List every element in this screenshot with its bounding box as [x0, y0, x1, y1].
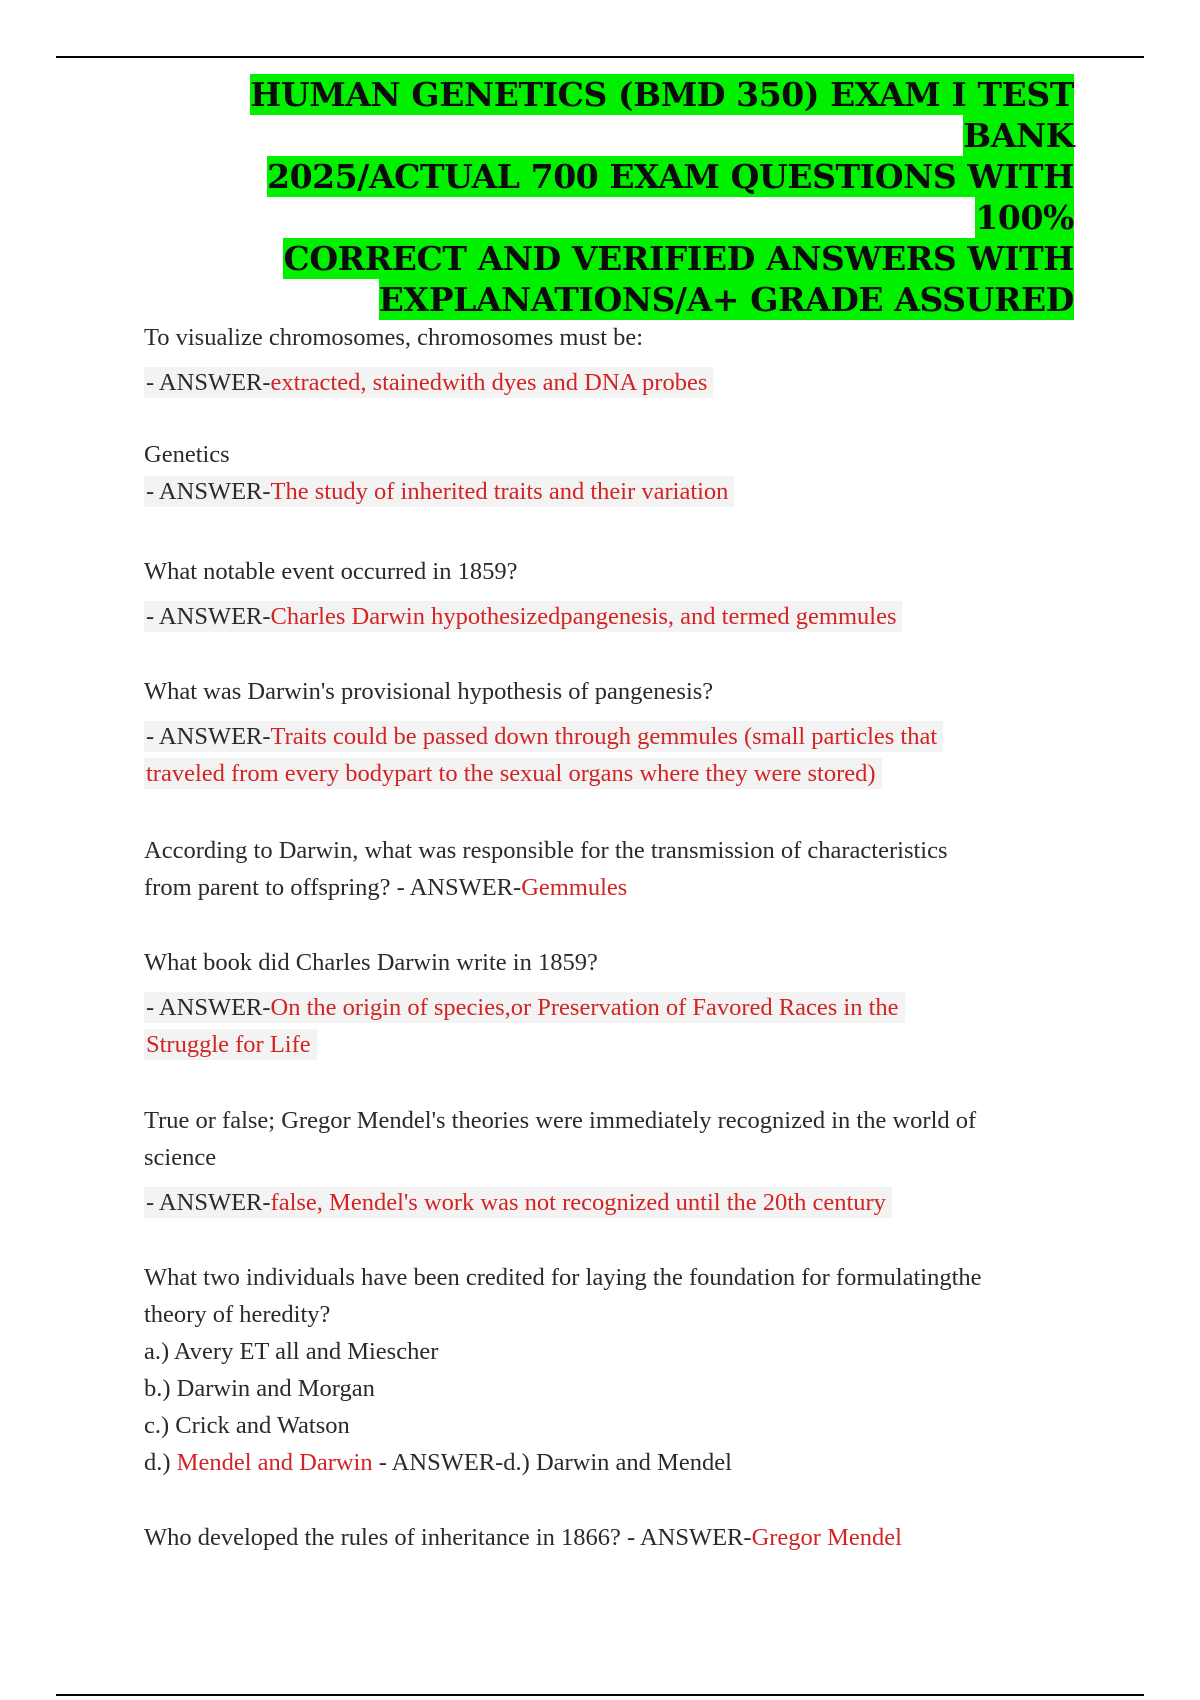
answer-line — [144, 1184, 1104, 1221]
question: To visualize chromosomes, chromosomes must be: — [144, 324, 644, 351]
option-d — [144, 1444, 1104, 1481]
question-text: Who developed the rules of inheritance in 1866? - ANSWER- — [144, 1524, 752, 1551]
answer-prefix: - ANSWER- — [146, 1189, 271, 1216]
answer-text: Charles Darwin hypothesizedpangenesis, and termed gemmules — [270, 603, 897, 630]
answer-text: Traits could be passed down through gemmules (small particles that — [270, 723, 938, 750]
question: True or false; Gregor Mendel's theories were immediately recognized in the world of — [144, 1107, 977, 1134]
answer-line — [144, 598, 1104, 635]
qa-item — [144, 944, 1104, 1063]
answer-text: traveled from every bodypart to the sexual organs where they were stored) — [144, 758, 882, 789]
question: science — [144, 1144, 217, 1171]
answer-text: The study of inherited traits and their variation — [270, 478, 729, 505]
qa-item — [144, 319, 1104, 401]
answer-line — [144, 718, 1104, 755]
answer-line — [144, 364, 1104, 401]
option-b: b.) Darwin and Morgan — [144, 1375, 375, 1402]
question: What two individuals have been credited for laying the foundation for formulatingthe — [144, 1264, 982, 1291]
answer-text: On the origin of species,or Preservation of Favored Races in the — [270, 994, 899, 1021]
title-line: CORRECT AND VERIFIED ANSWERS WITH — [283, 239, 1074, 278]
qa-item — [144, 553, 1104, 635]
bottom-rule — [56, 1694, 1144, 1696]
qa-item — [144, 1102, 1104, 1221]
option-d-answer: - ANSWER-d.) Darwin and Mendel — [372, 1449, 732, 1476]
question: What book did Charles Darwin write in 1859? — [144, 949, 598, 976]
answer-text: Struggle for Life — [144, 1029, 317, 1060]
option-d-text: Mendel and Darwin — [176, 1449, 373, 1476]
qa-item — [144, 1259, 1104, 1481]
option-c: c.) Crick and Watson — [144, 1412, 350, 1439]
option-a: a.) Avery ET all and Miescher — [144, 1338, 439, 1365]
answer-prefix: - ANSWER- — [146, 723, 271, 750]
document-title — [174, 74, 1074, 320]
answer-prefix: - ANSWER- — [146, 603, 271, 630]
answer-prefix: - ANSWER- — [146, 478, 271, 505]
answer-prefix: - ANSWER- — [146, 369, 271, 396]
answer-line — [144, 1026, 1104, 1063]
question: According to Darwin, what was responsible for the transmission of characteristics — [144, 837, 948, 864]
answer-text: false, Mendel's work was not recognized until the 20th century — [270, 1189, 886, 1216]
question-with-answer — [144, 1519, 1104, 1556]
question: theory of heredity? — [144, 1301, 331, 1328]
question: What notable event occurred in 1859? — [144, 558, 518, 585]
answer-line — [144, 755, 1104, 792]
answer-text: Gregor Mendel — [751, 1524, 902, 1551]
question: What was Darwin's provisional hypothesis of pangenesis? — [144, 678, 714, 705]
answer-prefix: - ANSWER- — [146, 994, 271, 1021]
qa-item — [144, 1519, 1104, 1556]
answer-text: extracted, stainedwith dyes and DNA probes — [270, 369, 708, 396]
title-line: 2025/ACTUAL 700 EXAM QUESTIONS WITH 100% — [267, 157, 1074, 237]
answer-line — [144, 989, 1104, 1026]
top-rule — [56, 56, 1144, 58]
qa-item — [144, 436, 1104, 510]
qa-item — [144, 832, 1104, 906]
qa-item — [144, 673, 1104, 792]
answer-text: Gemmules — [521, 874, 628, 901]
question-continued — [144, 869, 1104, 906]
title-line: HUMAN GENETICS (BMD 350) EXAM I TEST BANK — [250, 75, 1074, 155]
option-d-label: d.) — [144, 1449, 177, 1476]
question: Genetics — [144, 441, 230, 468]
question-text: from parent to offspring? - ANSWER- — [144, 874, 522, 901]
title-line: EXPLANATIONS/A+ GRADE ASSURED — [378, 280, 1074, 319]
answer-line — [144, 473, 1104, 510]
